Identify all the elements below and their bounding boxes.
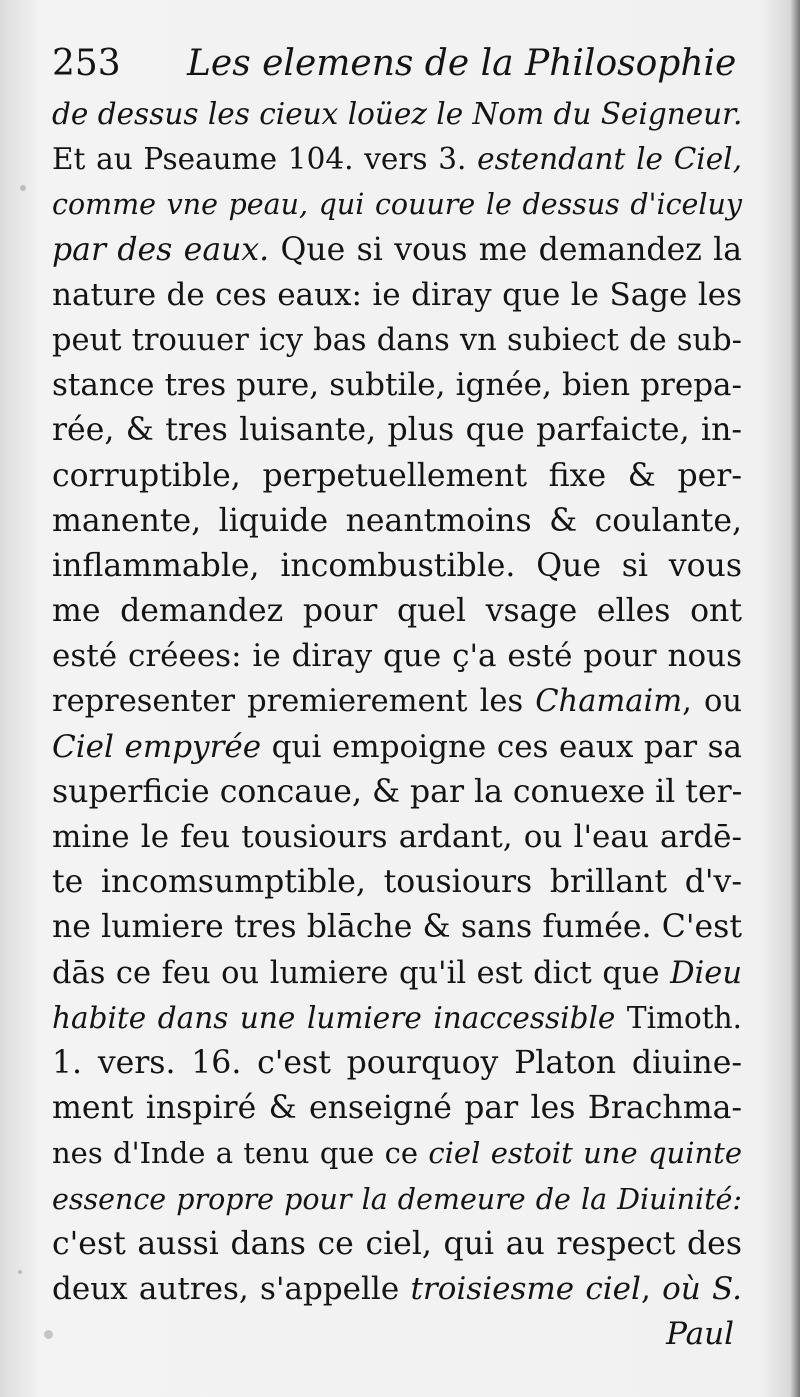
text-line (52, 905, 742, 950)
italic-text: par des eaux. (52, 231, 281, 268)
roman-text: me demandez pour quel vsage elles ont (52, 593, 742, 630)
roman-text: esté créees: ie diray que ç'a esté pour nous (52, 638, 742, 675)
roman-text: ment inspiré & enseigné par les Brachma- (52, 1090, 742, 1127)
roman-text: representer premierement les (52, 684, 536, 720)
italic-text: estendant le Ciel, (477, 142, 742, 177)
page-header (52, 38, 752, 90)
roman-text: te incomsumptible, tousiours brillant d'v- (52, 864, 742, 901)
text-line (52, 1041, 742, 1086)
italic-text: ciel estoit une quinte (428, 1136, 742, 1171)
roman-text: c'est aussi dans ce ciel, qui au respect des (52, 1225, 742, 1262)
text-line (52, 137, 742, 182)
page-number: 253 (52, 43, 121, 84)
roman-text: ne lumiere tres blāche & sans fumée. C'est (52, 909, 742, 946)
roman-text: Timoth. (626, 1000, 742, 1035)
roman-text: corruptible, perpetuellement fixe & per- (52, 457, 742, 494)
text-line (52, 634, 742, 679)
text-line (52, 725, 742, 770)
italic-text: habite dans une lumiere inaccessible (52, 1000, 627, 1035)
italic-text: de dessus les cieux loüez le Nom du Seigneur. (52, 97, 743, 131)
roman-text: , (640, 1270, 663, 1307)
text-line (52, 951, 742, 996)
italic-text: troisiesme ciel (410, 1270, 641, 1307)
roman-text: 1. vers. 16. c'est pourquoy Platon diuine- (52, 1044, 742, 1081)
paper-speck (18, 1270, 22, 1274)
body-text (52, 92, 742, 1312)
text-line (52, 182, 742, 227)
italic-text: Chamaim (535, 684, 683, 720)
text-line (52, 1177, 742, 1222)
italic-text: Dieu (670, 955, 742, 991)
text-line (52, 544, 742, 589)
roman-text: Et au Pseaume 104. vers 3. (52, 142, 478, 177)
running-title: Les elemens de la Philosophie (187, 43, 737, 84)
text-line (52, 996, 742, 1041)
text-line (52, 589, 742, 634)
text-line (52, 1131, 742, 1176)
text-line (52, 860, 742, 905)
roman-text: stance tres pure, subtile, ignée, bien prepa- (52, 367, 742, 404)
roman-text: rée, & tres luisante, plus que parfaicte, in- (52, 412, 742, 449)
roman-text: inflammable, incombustible. Que si vous (52, 547, 742, 584)
text-line (52, 1222, 742, 1267)
text-line (52, 499, 742, 544)
text-line (52, 1086, 742, 1131)
text-line (52, 408, 742, 453)
italic-text: essence propre pour la demeure de la Diuinité: (52, 1182, 742, 1216)
text-line (52, 228, 742, 273)
paper-speck (20, 185, 26, 191)
italic-text: où S. (662, 1270, 742, 1307)
text-line (52, 1267, 742, 1312)
text-line (52, 363, 742, 408)
text-line (52, 770, 742, 815)
text-line (52, 92, 742, 137)
text-line (52, 273, 742, 318)
italic-text: Ciel empyrée (52, 728, 272, 765)
roman-text: qui empoigne ces eaux par sa (271, 728, 742, 765)
roman-text: nature de ces eaux: ie diray que le Sage les (52, 276, 742, 313)
roman-text: manente, liquide neantmoins & coulante, (52, 502, 742, 539)
paper-speck (44, 1330, 53, 1339)
catchword: Paul (666, 1316, 734, 1352)
roman-text: Que si vous me demandez la (280, 231, 743, 268)
roman-text: peut trouuer icy bas dans vn subiect de sub- (52, 322, 742, 358)
roman-text: mine le feu tousiours ardant, ou l'eau ardē- (52, 819, 742, 855)
text-line (52, 815, 742, 860)
roman-text: superficie concaue, & par la conuexe il ter- (52, 773, 743, 810)
roman-text: deux autres, s'appelle (52, 1270, 411, 1307)
roman-text: dās ce feu ou lumiere qu'il est dict que (52, 955, 671, 991)
roman-text: nes d'Inde a tenu que ce (52, 1136, 429, 1171)
text-line (52, 679, 742, 724)
roman-text: , ou (682, 684, 742, 720)
page-edge-shadow (790, 0, 800, 1397)
italic-text: comme vne peau, qui couure le dessus d'iceluy (52, 188, 742, 222)
text-line (52, 454, 742, 499)
text-line (52, 318, 742, 363)
